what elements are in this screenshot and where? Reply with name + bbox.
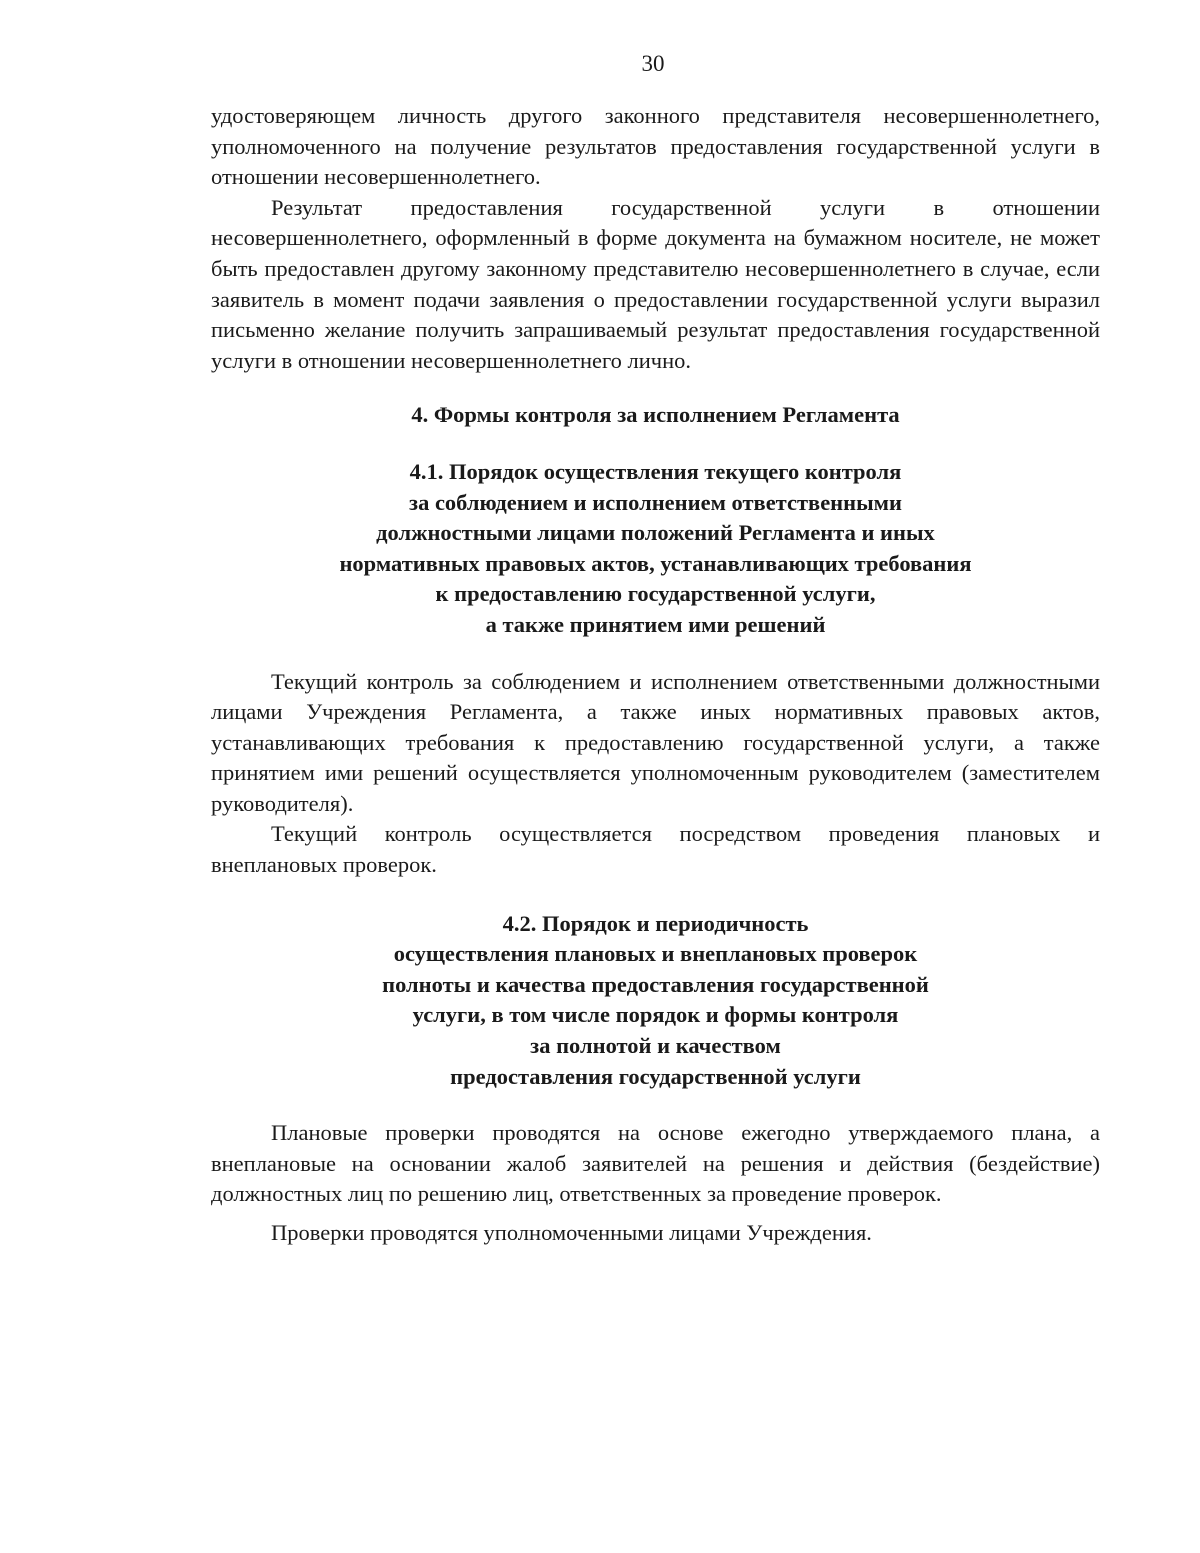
paragraph-current-control: Текущий контроль за соблюдением и исполнением ответственными должностными лицами Учреждения Регламента, а также иных нормативных правовых актов, устанавливающих требования к предоставлению государственной услуги, а также принятием ими решений осуществляется уполномоченным руководителем (заместителем руководителя). <box>211 668 1100 816</box>
section-heading-4-2: 4.2. Порядок и периодичность осуществления плановых и внеплановых проверок полноты и качества предоставления государственной услуги, в том числе порядок и формы контроля за полнотой и качеством предоставления государственной услуги <box>382 910 929 1089</box>
page-number: 30 <box>641 51 665 76</box>
paragraph-planned-checks: Плановые проверки проводятся на основе ежегодно утверждаемого плана, а внеплановые на основании жалоб заявителей на решения и действия (бездействие) должностных лиц по решению лиц, ответственных за проведение проверок. <box>211 1120 1100 1207</box>
section-heading-4-1: 4.1. Порядок осуществления текущего контроля за соблюдением и исполнением ответственными должностными лицами положений Регламента и иных нормативных правовых актов, устанавливающих требования к предоставлению государственной услуги, а также принятием ими решений <box>339 458 972 637</box>
paragraph-result-delivery: Результат предоставления государственной услуги в отношении несовершеннолетнего, оформленный в форме документа на бумажном носителе, не может быть предоставлен другому законному представителю несовершеннолетнего в случае, если заявитель в момент подачи заявления о предоставлении государственной услуги выразил письменно желание получить запрашиваемый результат предоставления государственной услуги в отношении несовершеннолетнего лично. <box>211 194 1100 373</box>
paragraph-control-method: Текущий контроль осуществляется посредством проведения плановых и внеплановых проверок. <box>211 821 1100 878</box>
document-body <box>211 101 1100 1249</box>
paragraph-check-officials: Проверки проводятся уполномоченными лицами Учреждения. <box>271 1220 872 1245</box>
section-heading-4: 4. Формы контроля за исполнением Регламента <box>411 402 900 428</box>
paragraph-continuation: удостоверяющем личность другого законного представителя несовершеннолетнего, уполномоченного на получение результатов предоставления государственной услуги в отношении несовершеннолетнего. <box>211 103 1100 190</box>
